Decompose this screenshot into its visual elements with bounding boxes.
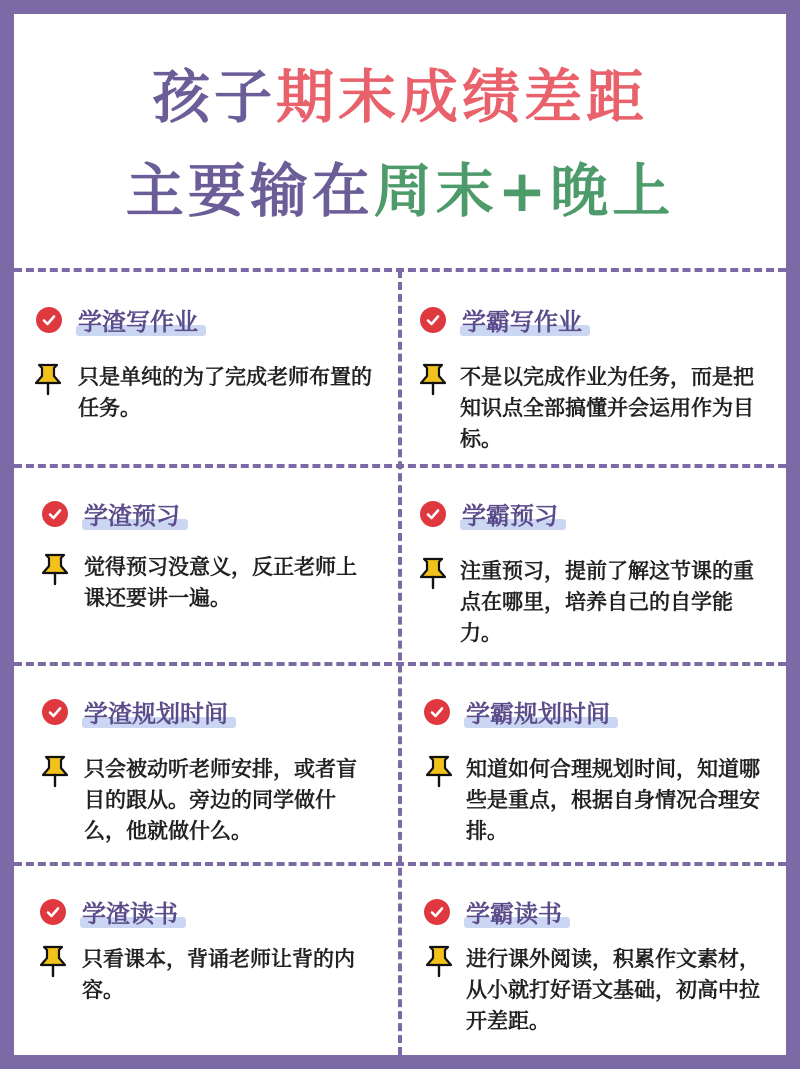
heading-left-2: [42, 496, 182, 531]
pushpin-icon: [424, 754, 454, 788]
heading-text: 学渣预习: [82, 496, 182, 531]
heading-text: 学霸规划时间: [464, 694, 612, 729]
pushpin-icon: [424, 944, 454, 978]
title-part-2: 期末成绩差距: [276, 63, 649, 131]
heading-right-1: [420, 302, 584, 337]
heading-left-4: [40, 894, 180, 929]
heading-text: 学霸读书: [464, 894, 564, 929]
heading-text: 学渣读书: [80, 894, 180, 929]
check-circle-icon: [424, 899, 450, 925]
title-line-2: [0, 157, 800, 225]
title-part-1: 孩子: [151, 63, 276, 131]
body-text-right-4: 进行课外阅读，积累作文素材，从小就打好语文基础，初高中拉开差距。: [466, 947, 760, 1033]
body-text-left-3: 只会被动听老师安排，或者盲目的跟从。旁边的同学做什么，他就做什么。: [84, 757, 357, 843]
body-text-right-2: 注重预习，提前了解这节课的重点在哪里，培养自己的自学能力。: [460, 559, 754, 645]
check-circle-icon: [420, 307, 446, 333]
body-text-right-1: 不是以完成作业为任务，而是把知识点全部搞懂并会运用作为目标。: [460, 365, 754, 451]
divider-vertical: [398, 270, 402, 1055]
pushpin-icon: [418, 362, 448, 396]
heading-right-3: [424, 694, 612, 729]
heading-left-1: [36, 302, 200, 337]
body-text-right-3: 知道如何合理规划时间，知道哪些是重点，根据自身情况合理安排。: [466, 757, 760, 843]
heading-text: 学渣写作业: [76, 302, 200, 337]
heading-text: 学霸写作业: [460, 302, 584, 337]
check-circle-icon: [420, 501, 446, 527]
title-part-3: 主要输在: [125, 157, 374, 225]
body-text-left-4: 只看课本，背诵老师让背的内容。: [82, 947, 355, 1002]
pushpin-icon: [40, 754, 70, 788]
heading-left-3: [42, 694, 230, 729]
body-text-left-1: 只是单纯的为了完成老师布置的任务。: [78, 365, 372, 420]
heading-right-4: [424, 894, 564, 929]
pushpin-icon: [40, 552, 70, 586]
check-circle-icon: [42, 699, 68, 725]
body-text-left-2: 觉得预习没意义，反正老师上课还要讲一遍。: [84, 555, 357, 610]
check-circle-icon: [424, 699, 450, 725]
heading-text: 学渣规划时间: [82, 694, 230, 729]
check-circle-icon: [40, 899, 66, 925]
pushpin-icon: [38, 944, 68, 978]
check-circle-icon: [36, 307, 62, 333]
heading-text: 学霸预习: [460, 496, 560, 531]
pushpin-icon: [33, 362, 63, 396]
pushpin-icon: [418, 556, 448, 590]
title-line-1: [0, 63, 800, 131]
check-circle-icon: [42, 501, 68, 527]
title-part-4: 周末+晚上: [373, 157, 675, 225]
heading-right-2: [420, 496, 560, 531]
